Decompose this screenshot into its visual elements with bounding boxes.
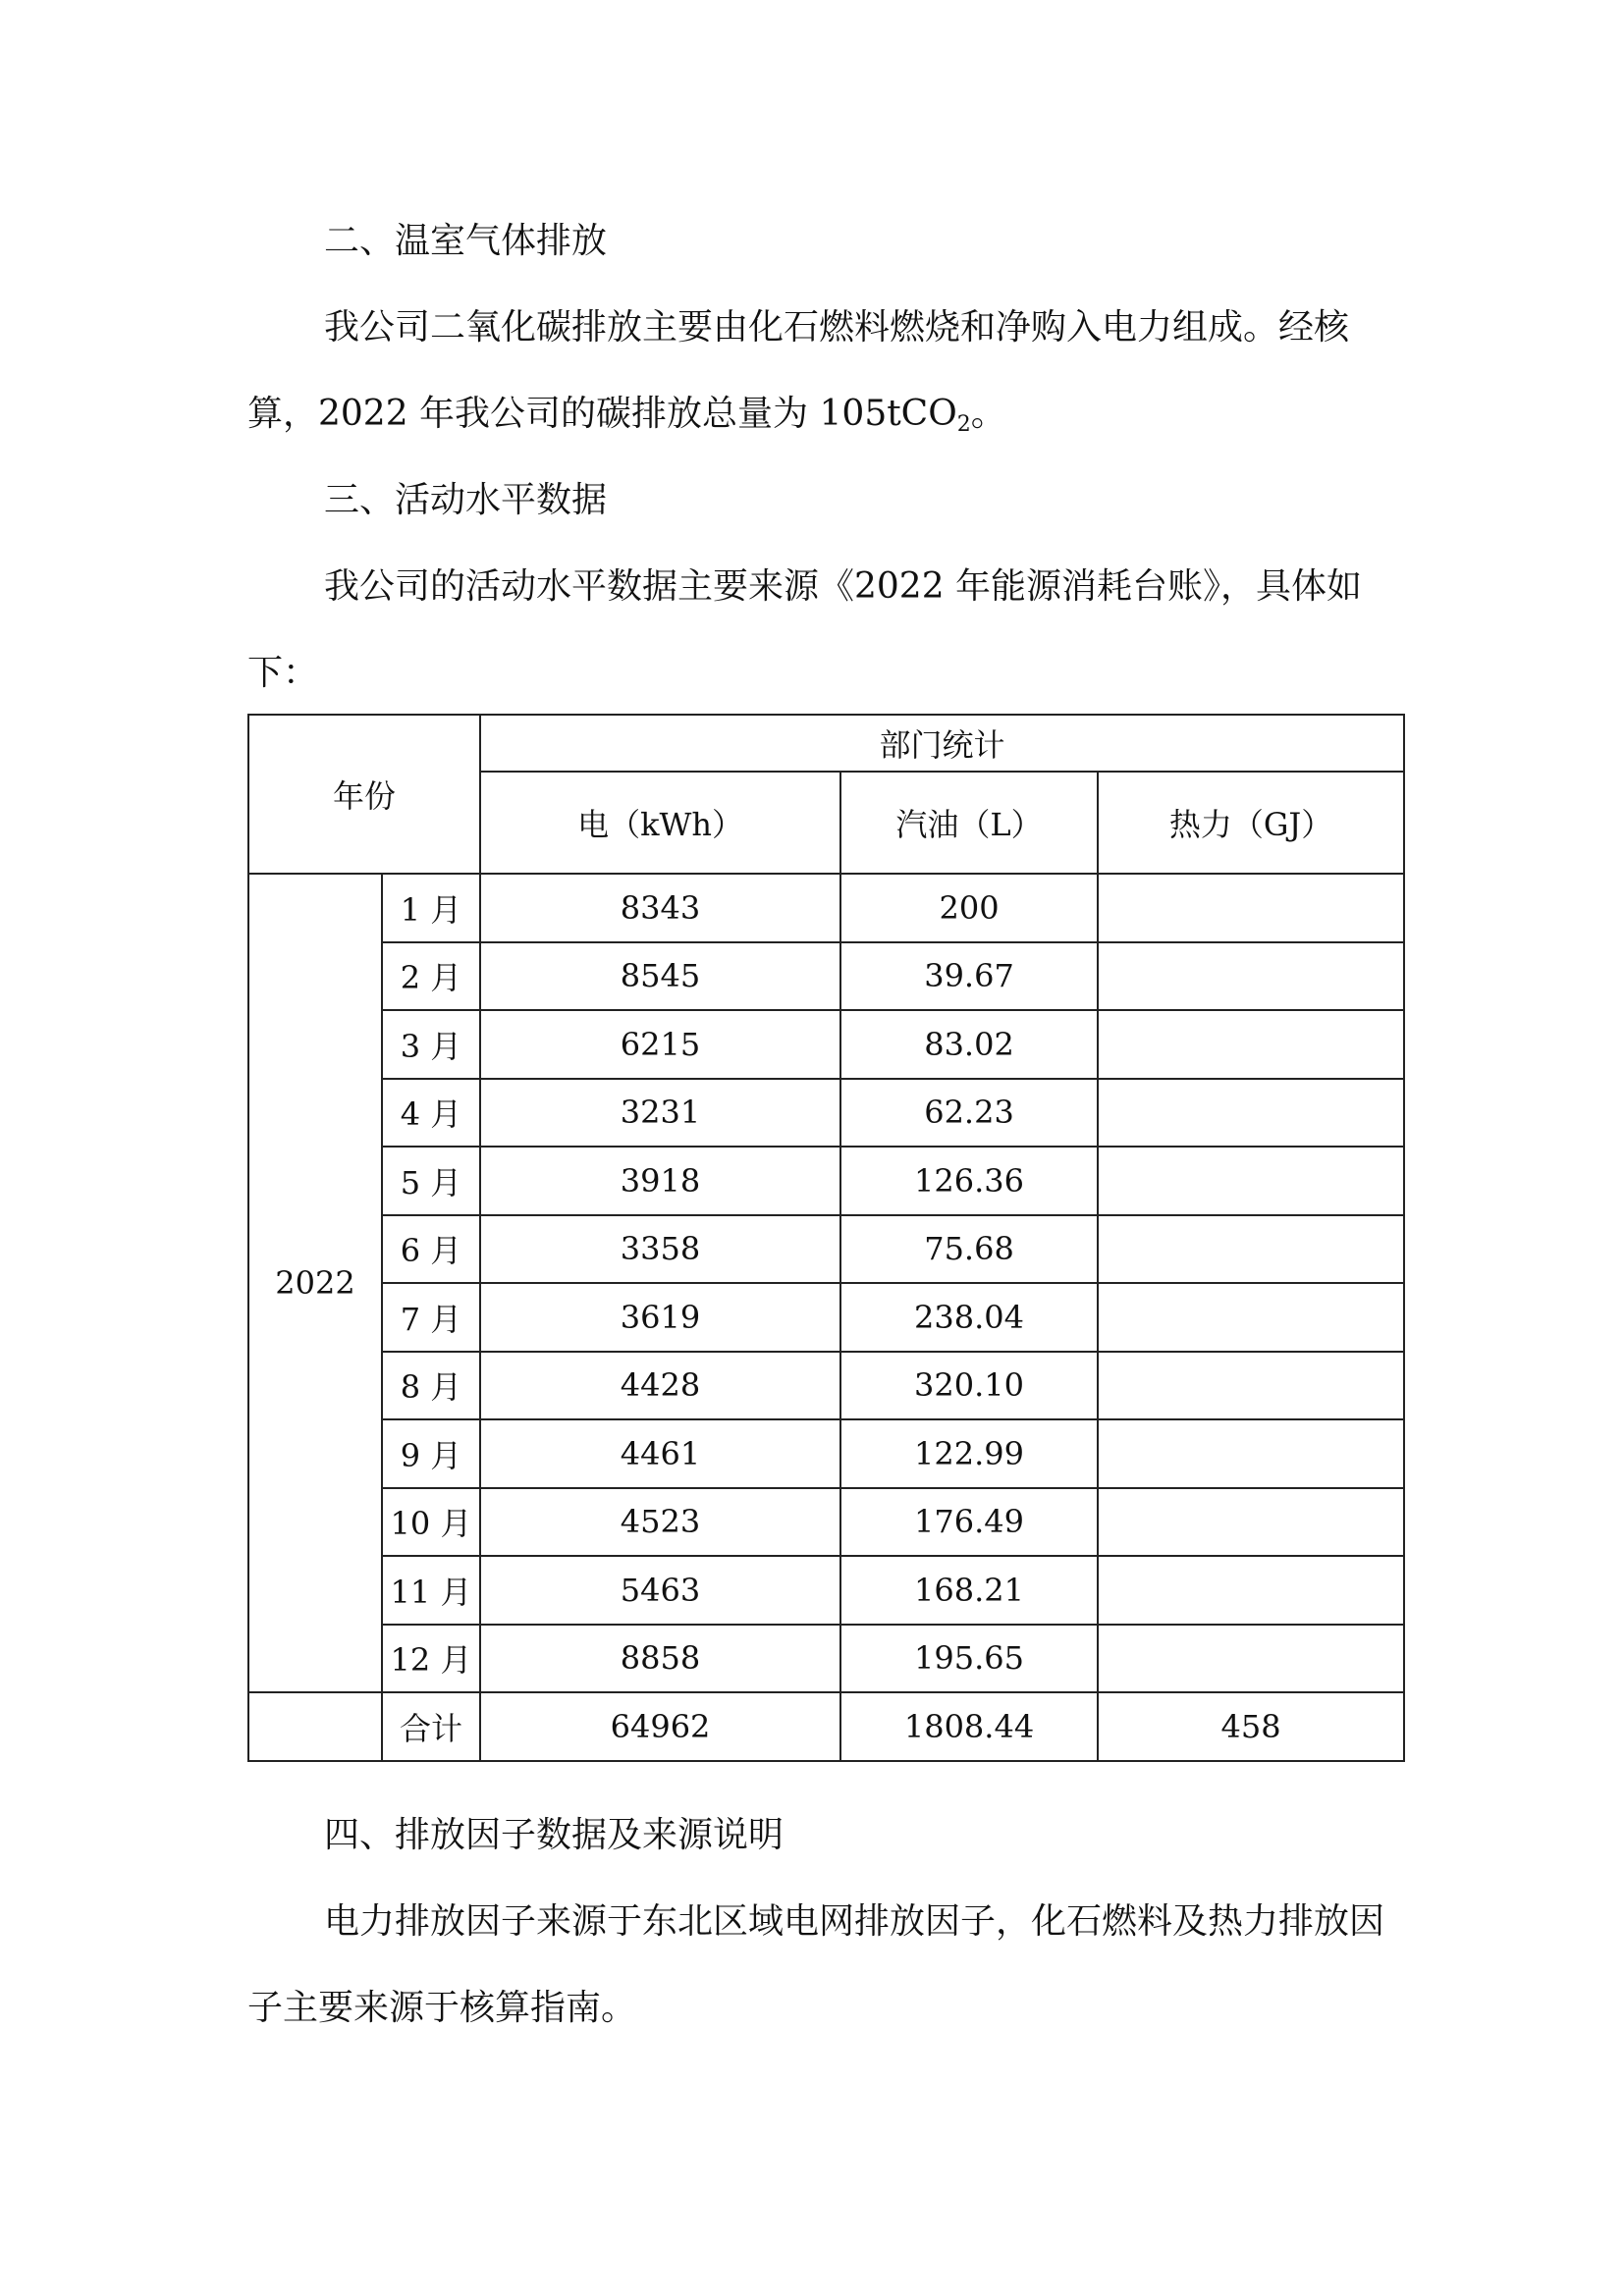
- electricity-cell: 3231: [480, 1079, 840, 1148]
- month-cell: 3 月: [382, 1010, 480, 1079]
- year-header: 年份: [248, 715, 480, 874]
- gasoline-header: 汽油（L）: [840, 772, 1098, 874]
- gasoline-cell: 62.23: [840, 1079, 1098, 1148]
- co2-subscript: 2: [956, 412, 971, 437]
- month-cell: 6 月: [382, 1215, 480, 1284]
- month-cell: 4 月: [382, 1079, 480, 1148]
- heat-cell: [1098, 1419, 1404, 1488]
- month-cell: 2 月: [382, 942, 480, 1011]
- month-cell: 1 月: [382, 874, 480, 942]
- section-3-paragraph: 我公司的活动水平数据主要来源《2022 年能源消耗台账》，具体如下：: [247, 566, 1363, 693]
- section-3-heading: 三、活动水平数据: [324, 480, 608, 520]
- total-label-cell: 合计: [382, 1692, 480, 1761]
- electricity-cell: 4428: [480, 1352, 840, 1420]
- heat-cell: [1098, 1625, 1404, 1693]
- electricity-cell: 4523: [480, 1488, 840, 1557]
- electricity-cell: 3918: [480, 1147, 840, 1215]
- gasoline-cell: 126.36: [840, 1147, 1098, 1215]
- gasoline-cell: 39.67: [840, 942, 1098, 1011]
- section-2-text-end: 。: [970, 394, 1006, 434]
- month-cell: 10 月: [382, 1488, 480, 1557]
- heat-header: 热力（GJ）: [1098, 772, 1404, 874]
- month-cell: 7 月: [382, 1283, 480, 1352]
- electricity-cell: 4461: [480, 1419, 840, 1488]
- heat-cell: [1098, 942, 1404, 1011]
- gasoline-cell: 122.99: [840, 1419, 1098, 1488]
- total-row: [248, 1692, 1404, 1761]
- total-heat-cell: 458: [1098, 1692, 1404, 1761]
- heat-cell: [1098, 1352, 1404, 1420]
- table-row: [248, 1283, 1404, 1352]
- heat-cell: [1098, 1488, 1404, 1557]
- section-2-heading: 二、温室气体排放: [324, 221, 608, 261]
- table-row: [248, 1625, 1404, 1693]
- section-4-paragraph: 电力排放因子来源于东北区域电网排放因子，化石燃料及热力排放因子主要来源于核算指南。: [247, 1901, 1385, 2028]
- heat-cell: [1098, 1215, 1404, 1284]
- table-row: [248, 1419, 1404, 1488]
- electricity-cell: 8545: [480, 942, 840, 1011]
- gasoline-cell: 75.68: [840, 1215, 1098, 1284]
- department-stats-header: 部门统计: [480, 715, 1404, 772]
- heat-cell: [1098, 1147, 1404, 1215]
- electricity-cell: 3619: [480, 1283, 840, 1352]
- heat-cell: [1098, 1556, 1404, 1625]
- gasoline-cell: 238.04: [840, 1283, 1098, 1352]
- energy-consumption-table: [247, 714, 1405, 1762]
- electricity-header: 电（kWh）: [480, 772, 840, 874]
- table-row: [248, 942, 1404, 1011]
- electricity-cell: 5463: [480, 1556, 840, 1625]
- table-row: [248, 1147, 1404, 1215]
- table-header-row: [248, 715, 1404, 772]
- month-cell: 12 月: [382, 1625, 480, 1693]
- heat-cell: [1098, 874, 1404, 942]
- section-2-paragraph: [247, 285, 1386, 468]
- gasoline-cell: 320.10: [840, 1352, 1098, 1420]
- total-electricity-cell: 64962: [480, 1692, 840, 1761]
- table-row: [248, 1010, 1404, 1079]
- gasoline-cell: 195.65: [840, 1625, 1098, 1693]
- table-row: [248, 1079, 1404, 1148]
- gasoline-cell: 176.49: [840, 1488, 1098, 1557]
- electricity-cell: 8343: [480, 874, 840, 942]
- month-cell: 9 月: [382, 1419, 480, 1488]
- heat-cell: [1098, 1010, 1404, 1079]
- gasoline-cell: 200: [840, 874, 1098, 942]
- table-row: [248, 1488, 1404, 1557]
- section-2-text: 我公司二氧化碳排放主要由化石燃料燃烧和净购入电力组成。经核算，2022 年我公司的碳排放总量为 105tCO: [247, 307, 1350, 434]
- table-row: [248, 1352, 1404, 1420]
- gasoline-cell: 168.21: [840, 1556, 1098, 1625]
- table-row: [248, 1215, 1404, 1284]
- year-cell: 2022: [248, 874, 382, 1692]
- month-cell: 5 月: [382, 1147, 480, 1215]
- heat-cell: [1098, 1079, 1404, 1148]
- empty-cell: [248, 1692, 382, 1761]
- gasoline-cell: 83.02: [840, 1010, 1098, 1079]
- electricity-cell: 6215: [480, 1010, 840, 1079]
- table-row: [248, 1556, 1404, 1625]
- total-gasoline-cell: 1808.44: [840, 1692, 1098, 1761]
- electricity-cell: 8858: [480, 1625, 840, 1693]
- month-cell: 11 月: [382, 1556, 480, 1625]
- electricity-cell: 3358: [480, 1215, 840, 1284]
- month-cell: 8 月: [382, 1352, 480, 1420]
- heat-cell: [1098, 1283, 1404, 1352]
- table-row: [248, 874, 1404, 942]
- section-4-heading: 四、排放因子数据及来源说明: [324, 1815, 785, 1855]
